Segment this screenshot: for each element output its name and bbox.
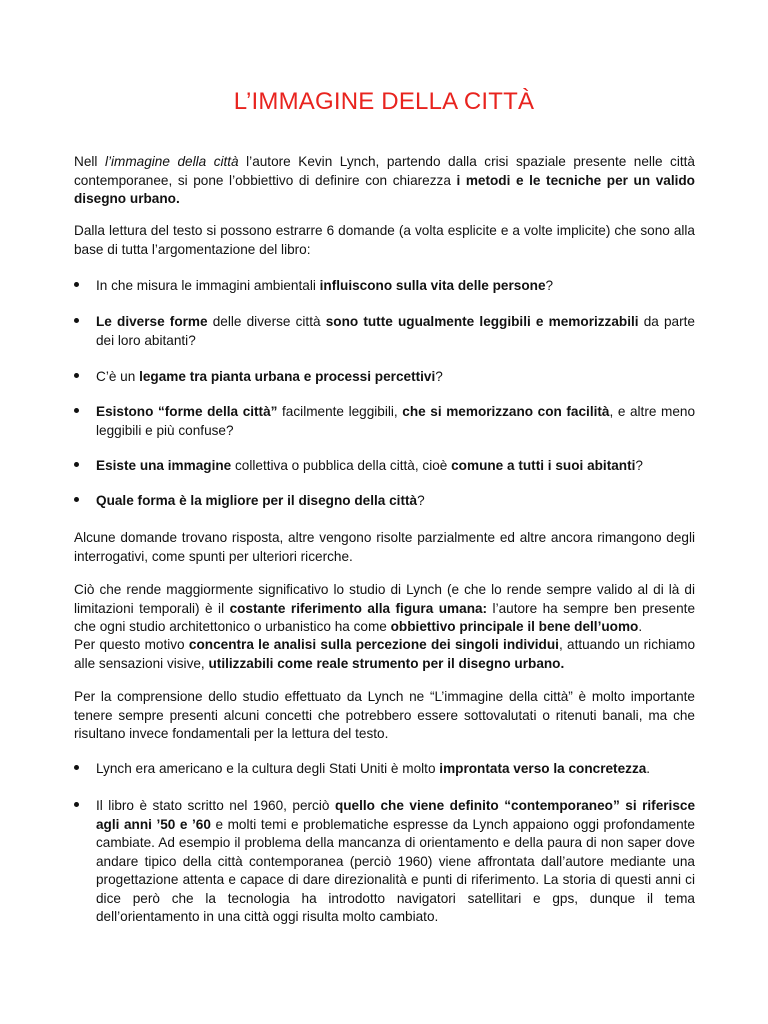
q1-bold: influiscono sulla vita delle persone bbox=[319, 278, 546, 293]
comprehension-text: Per la comprensione dello studio effettuato da Lynch ne “L’immagine della città” è molto importante tenere sempre presenti alcuni concetti che potrebbero essere sottovalutati o ritenuti banali, ma che risultano invece fondamentali per la lettura del testo. bbox=[74, 689, 695, 741]
book-title-italic: l’immagine della città bbox=[104, 154, 239, 169]
bullet-icon bbox=[74, 760, 82, 768]
bullet-icon bbox=[74, 457, 82, 465]
questions-intro-text: Dalla lettura del testo si possono estrarre 6 domande (a volta esplicite e a volte implicite) che sono alla base di tutta l’argomentazione del libro: bbox=[74, 223, 695, 257]
bullet-icon bbox=[74, 797, 82, 805]
q5-end: ? bbox=[635, 458, 643, 473]
answers-paragraph bbox=[74, 529, 695, 566]
document-title bbox=[0, 88, 768, 116]
bullet-icon bbox=[74, 492, 82, 500]
b2-text-1: Il libro è stato scritto nel 1960, perciò bbox=[96, 798, 335, 813]
q6-bold: Quale forma è la migliore per il disegno della città bbox=[96, 493, 418, 508]
significance-paragraph bbox=[74, 581, 695, 637]
question-5 bbox=[96, 457, 695, 476]
q1-text: In che misura le immagini ambientali bbox=[96, 278, 320, 293]
q1-end: ? bbox=[545, 278, 554, 293]
concept-1 bbox=[96, 760, 695, 779]
q2-text-1: delle diverse città bbox=[207, 314, 326, 329]
bullet-icon bbox=[74, 403, 82, 411]
p5-text-2: , attuando un richiamo alle sensazioni visive, bbox=[74, 637, 696, 671]
p4-text-1: Ciò che rende maggiormente significativo lo studio di Lynch (e che lo rende sempre valido al di là di limitazioni temporali) è il bbox=[74, 582, 695, 616]
b1-bold: improntata verso la concretezza bbox=[439, 761, 647, 776]
q4-bold-1: Esistono “forme della città” bbox=[96, 404, 278, 419]
b1-end: . bbox=[646, 761, 651, 776]
perception-paragraph bbox=[74, 636, 695, 673]
q6-end: ? bbox=[417, 493, 425, 508]
b1-text: Lynch era americano e la cultura degli Stati Uniti è molto bbox=[96, 761, 440, 776]
document-title-text: L’IMMAGINE DELLA CITTÀ bbox=[233, 88, 535, 115]
question-3 bbox=[96, 368, 695, 387]
q3-end: ? bbox=[435, 369, 443, 384]
q5-text: collettiva o pubblica della città, cioè bbox=[231, 458, 452, 473]
q4-bold-2: che si memorizzano con facilità bbox=[402, 404, 610, 419]
concept-2 bbox=[96, 797, 695, 927]
answers-text: Alcune domande trovano risposta, altre vengono risolte parzialmente ed altre ancora rimangono degli interrogativi, come spunti per ulteriori ricerche. bbox=[74, 530, 695, 564]
question-1 bbox=[96, 277, 695, 296]
q2-bold-1: Le diverse forme bbox=[96, 314, 208, 329]
intro-text-bold: i metodi e le tecniche per un valido disegno urbano. bbox=[74, 172, 695, 206]
q5-bold-1: Esiste una immagine bbox=[96, 458, 232, 473]
p4-text-2: l’autore ha sempre ben presente che ogni studio architettonico o urbanistico ha come bbox=[74, 600, 696, 634]
bullet-icon bbox=[74, 313, 82, 321]
q2-bold-2: sono tutte ugualmente leggibili e memorizzabili bbox=[325, 314, 639, 329]
intro-text-3: l’autore Kevin Lynch, partendo dalla crisi spaziale presente nelle città contemporanee, si pone l’obbiettivo di definire con chiarezza bbox=[74, 154, 695, 188]
q5-bold-2: comune a tutti i suoi abitanti bbox=[451, 458, 636, 473]
intro-paragraph bbox=[74, 153, 695, 209]
b2-text-2: e molti temi e problematiche espresse da Lynch appaiono oggi profondamente cambiate. Ad esempio il problema della mancanza di orientamento e della paura di non saper dove andare tipico della città contemporanea (perciò 1960) viene affrontata dall’autore mediante una progettazione attenta e capace di dare direzionalità e punti di riferimento. La storia di questi anni ci dice però che la tecnologia ha introdotto navigatori satellitari e gps, dunque il tema dell’orientamento in una città oggi risulta molto cambiato. bbox=[96, 816, 695, 924]
q4-text-1: facilmente leggibili, bbox=[277, 404, 403, 419]
q4-text-2: , e altre meno leggibili e più confuse? bbox=[96, 404, 696, 438]
question-2 bbox=[96, 313, 695, 350]
p5-bold-1: concentra le analisi sulla percezione dei singoli individui bbox=[188, 637, 559, 652]
q2-text-2: da parte dei loro abitanti? bbox=[96, 314, 695, 348]
q3-bold: legame tra pianta urbana e processi percettivi bbox=[139, 369, 436, 384]
p4-bold-2: obbiettivo principale il bene dell’uomo bbox=[390, 619, 639, 634]
b2-bold: quello che viene definito “contemporaneo” si riferisce agli anni ’50 e ’60 bbox=[96, 798, 696, 832]
question-6 bbox=[96, 492, 695, 511]
p5-text-1: Per questo motivo bbox=[74, 637, 189, 652]
comprehension-paragraph bbox=[74, 688, 695, 744]
question-4 bbox=[96, 403, 695, 440]
questions-intro-paragraph bbox=[74, 222, 695, 259]
p4-bold-1: costante riferimento alla figura umana: bbox=[229, 600, 488, 616]
bullet-icon bbox=[74, 368, 82, 376]
p5-bold-2: utilizzabili come reale strumento per il disegno urbano. bbox=[208, 655, 565, 671]
q3-text: C’è un bbox=[96, 369, 140, 384]
bullet-icon bbox=[74, 277, 82, 285]
intro-text-1: Nell bbox=[74, 154, 105, 169]
p4-end: . bbox=[638, 619, 643, 634]
